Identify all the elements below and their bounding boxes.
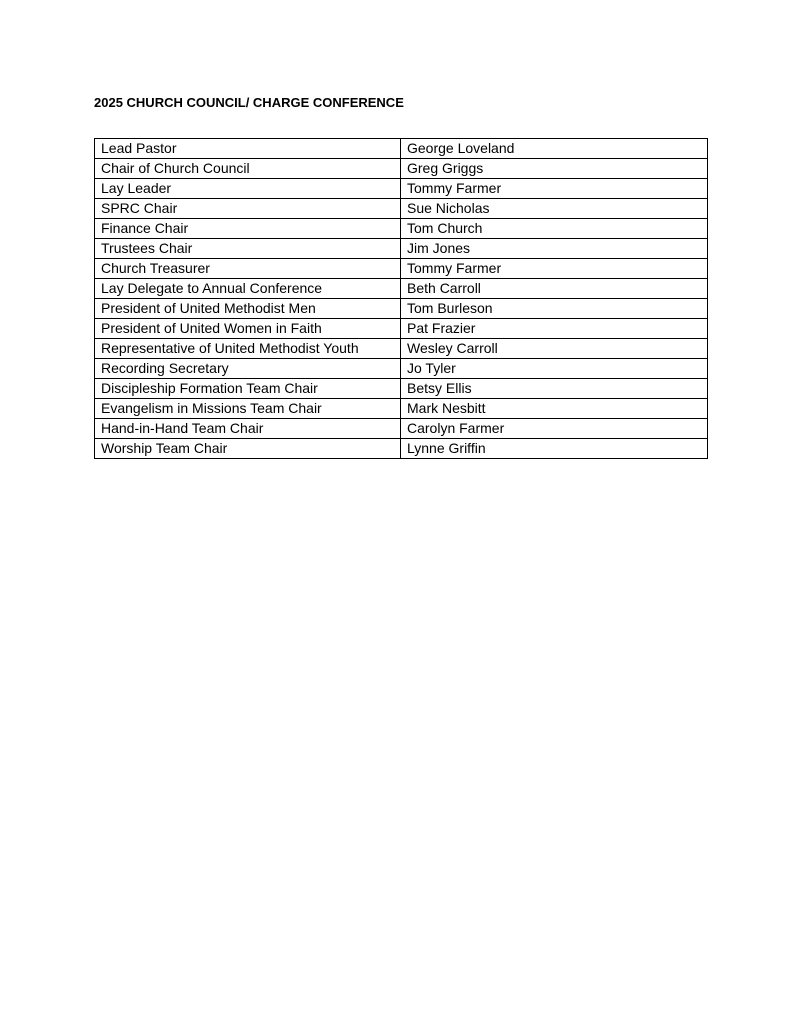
- name-cell: Betsy Ellis: [401, 379, 708, 399]
- role-cell: Lay Delegate to Annual Conference: [95, 279, 401, 299]
- role-cell: Evangelism in Missions Team Chair: [95, 399, 401, 419]
- name-cell: Jim Jones: [401, 239, 708, 259]
- name-cell: Greg Griggs: [401, 159, 708, 179]
- table-row: [95, 139, 708, 159]
- role-cell: Lay Leader: [95, 179, 401, 199]
- role-cell: Finance Chair: [95, 219, 401, 239]
- name-cell: George Loveland: [401, 139, 708, 159]
- council-roster-table: [94, 138, 708, 459]
- role-cell: Recording Secretary: [95, 359, 401, 379]
- name-cell: Wesley Carroll: [401, 339, 708, 359]
- name-cell: Tommy Farmer: [401, 179, 708, 199]
- role-cell: Church Treasurer: [95, 259, 401, 279]
- table-row: [95, 159, 708, 179]
- table-row: [95, 359, 708, 379]
- role-cell: Representative of United Methodist Youth: [95, 339, 401, 359]
- role-cell: Hand-in-Hand Team Chair: [95, 419, 401, 439]
- table-row: [95, 279, 708, 299]
- name-cell: Jo Tyler: [401, 359, 708, 379]
- name-cell: Sue Nicholas: [401, 199, 708, 219]
- table-row: [95, 319, 708, 339]
- table-row: [95, 299, 708, 319]
- table-row: [95, 339, 708, 359]
- name-cell: Tom Church: [401, 219, 708, 239]
- role-cell: Worship Team Chair: [95, 439, 401, 459]
- name-cell: Mark Nesbitt: [401, 399, 708, 419]
- name-cell: Carolyn Farmer: [401, 419, 708, 439]
- role-cell: Chair of Church Council: [95, 159, 401, 179]
- page-title: 2025 CHURCH COUNCIL/ CHARGE CONFERENCE: [94, 95, 404, 110]
- role-cell: Trustees Chair: [95, 239, 401, 259]
- table-row: [95, 399, 708, 419]
- name-cell: Beth Carroll: [401, 279, 708, 299]
- role-cell: Lead Pastor: [95, 139, 401, 159]
- table-row: [95, 439, 708, 459]
- name-cell: Pat Frazier: [401, 319, 708, 339]
- table-row: [95, 199, 708, 219]
- table-row: [95, 179, 708, 199]
- table-row: [95, 219, 708, 239]
- role-cell: President of United Methodist Men: [95, 299, 401, 319]
- table-row: [95, 259, 708, 279]
- table-row: [95, 239, 708, 259]
- name-cell: Tom Burleson: [401, 299, 708, 319]
- name-cell: Tommy Farmer: [401, 259, 708, 279]
- table-row: [95, 419, 708, 439]
- role-cell: Discipleship Formation Team Chair: [95, 379, 401, 399]
- role-cell: SPRC Chair: [95, 199, 401, 219]
- name-cell: Lynne Griffin: [401, 439, 708, 459]
- role-cell: President of United Women in Faith: [95, 319, 401, 339]
- table-row: [95, 379, 708, 399]
